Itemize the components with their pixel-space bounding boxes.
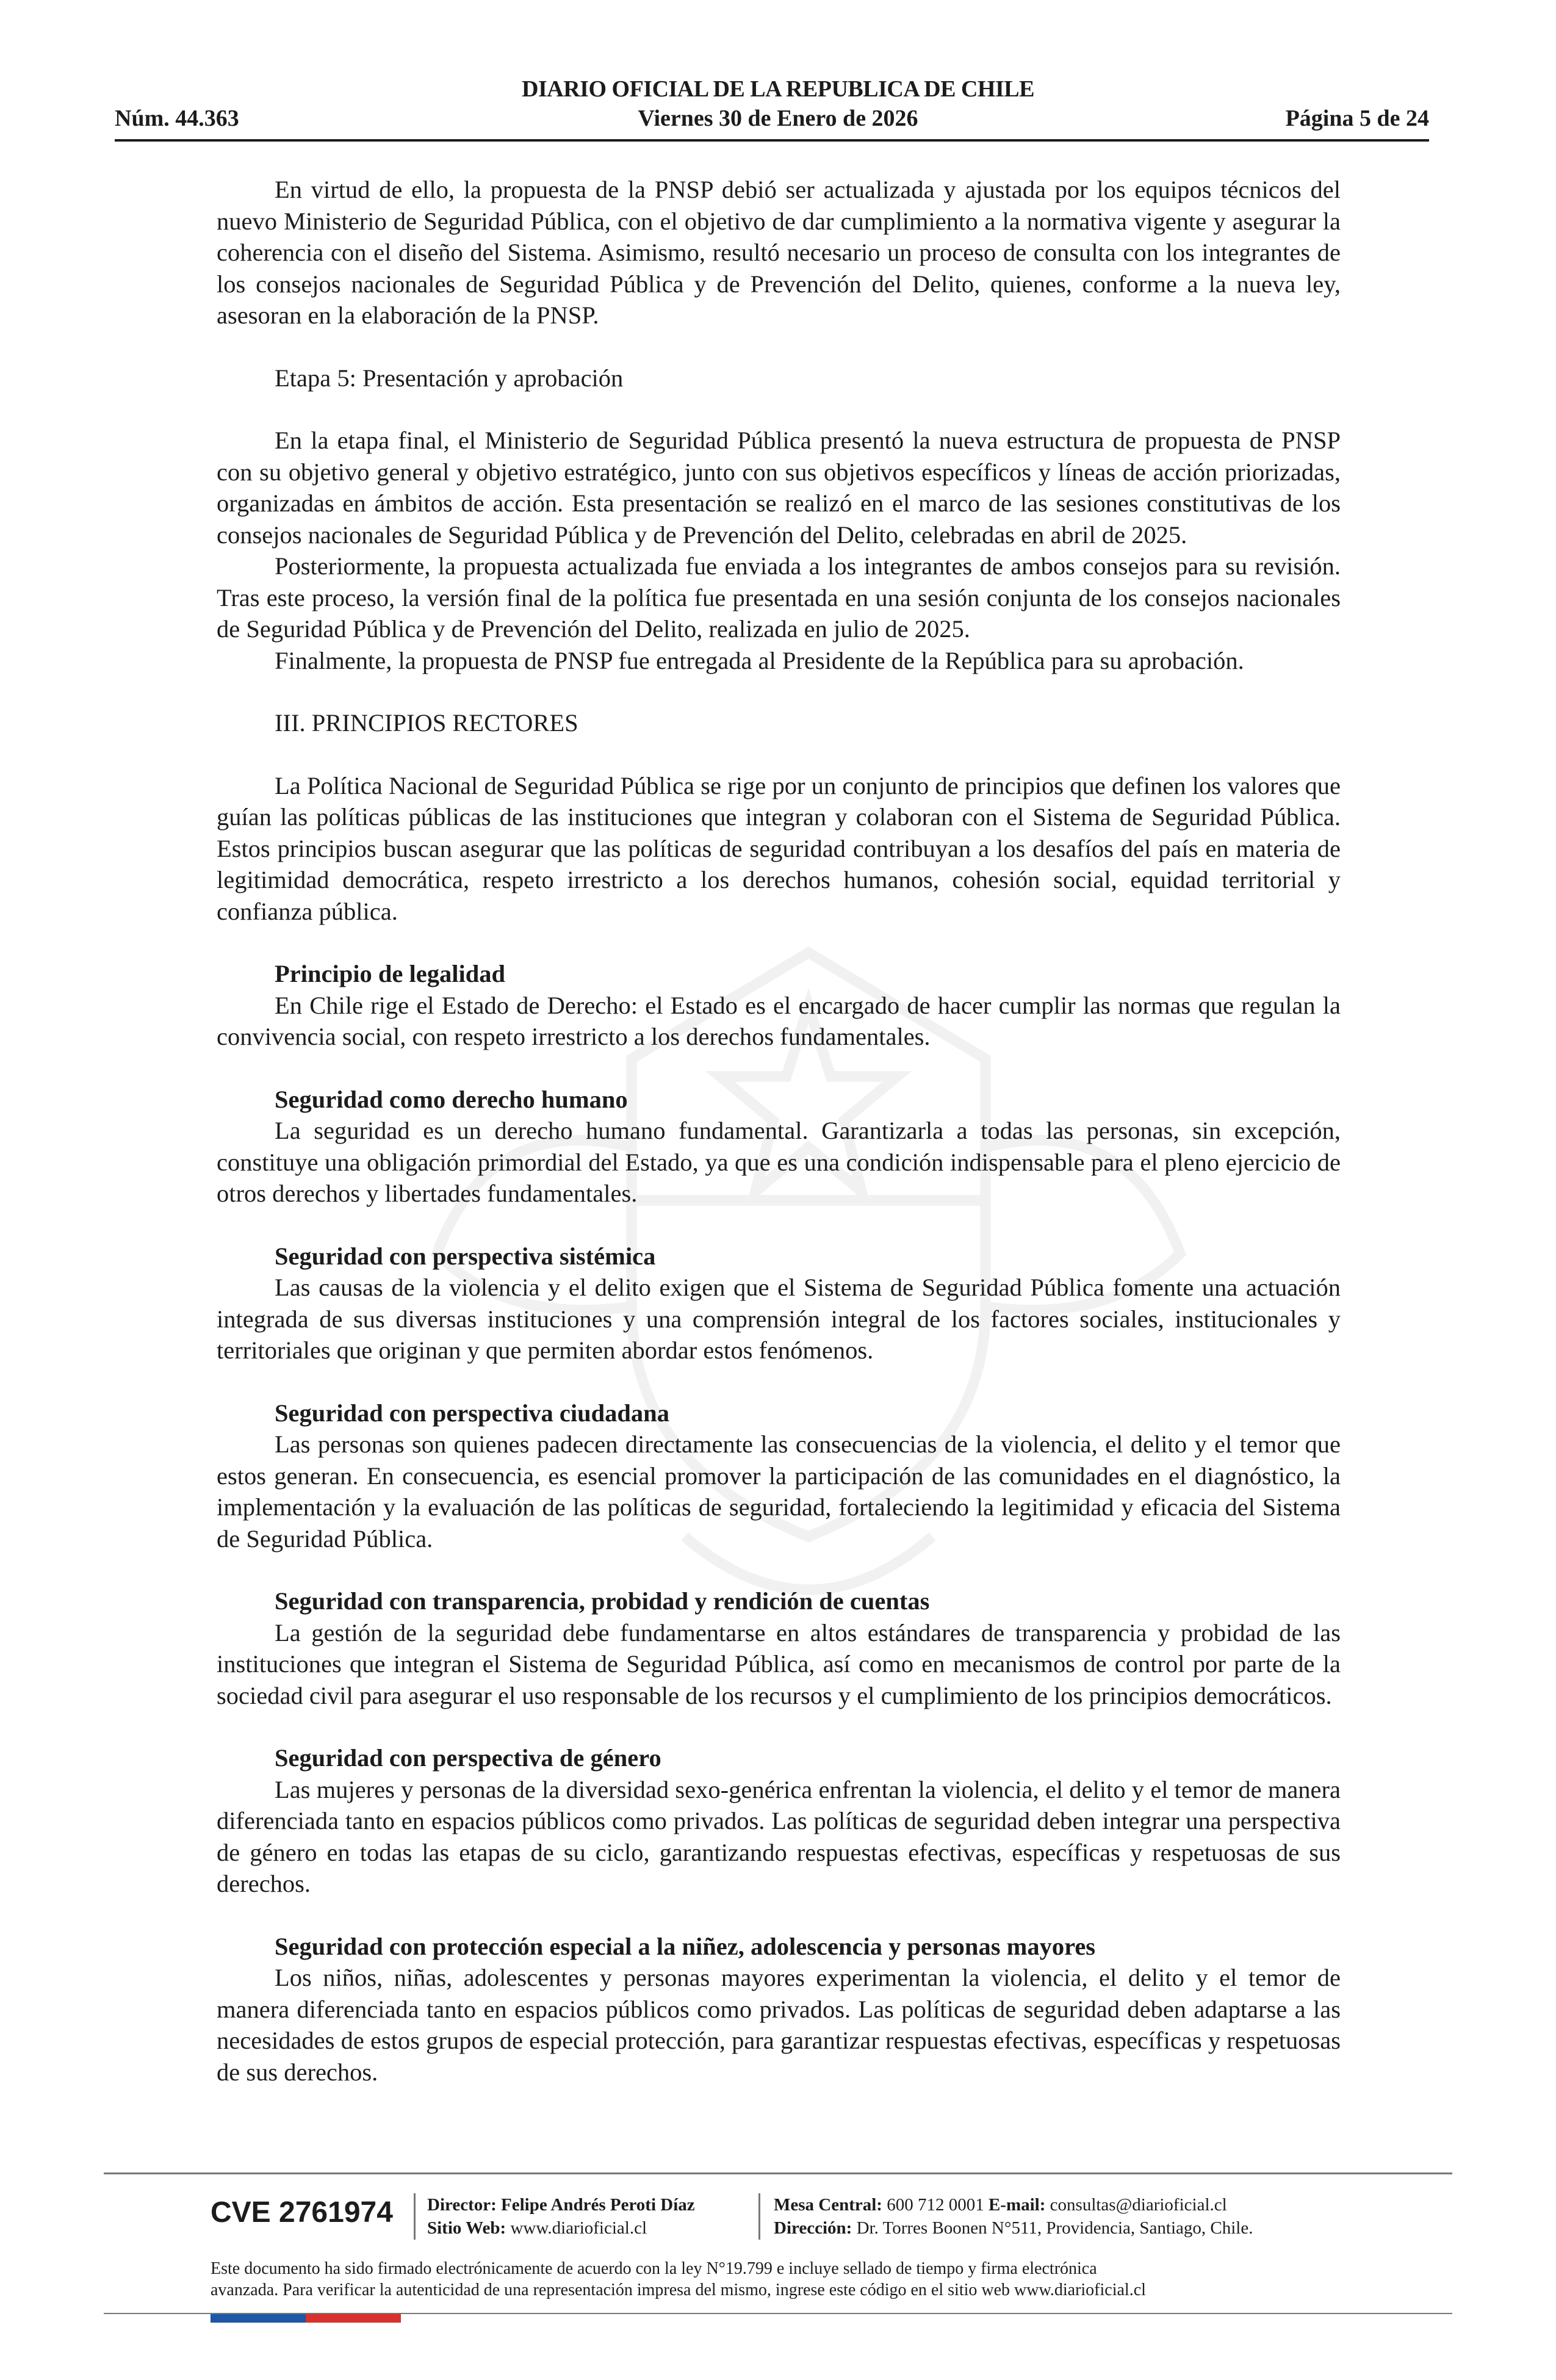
- document-body: [217, 174, 1341, 2088]
- paragraph: La Política Nacional de Seguridad Pública se rige por un conjunto de principios que definen los valores que guían las políticas públicas de las instituciones que integran y colaboran con el Sistema de Seguridad Pública. Estos principios buscan asegurar que las políticas de seguridad contribuyan a los desafíos del país en materia de legitimidad democrática, respeto irrestricto a los derechos humanos, cohesión social, equidad territorial y confianza pública.: [217, 771, 1341, 925]
- page-number: Página 5 de 24: [1285, 106, 1429, 131]
- principle-text: Las personas son quienes padecen directamente las consecuencias de la violencia, el delito y el temor que estos generan. En consecuencia, es esencial promover la participación de las comunidades en el diagnóstico, la implementación y la evaluación de las políticas de seguridad, fortaleciendo la legitimidad y eficacia del Sistema de Seguridad Pública.: [217, 1430, 1341, 1552]
- director-label: Director:: [427, 2195, 497, 2215]
- principle-title: Seguridad como derecho humano: [275, 1085, 628, 1113]
- principle-title: Seguridad con protección especial a la niñez, adolescencia y personas mayores: [275, 1932, 1096, 1960]
- footer-separator: [758, 2193, 760, 2240]
- section-heading: III. PRINCIPIOS RECTORES: [275, 709, 578, 737]
- principle-title: Seguridad con perspectiva sistémica: [275, 1242, 656, 1270]
- paragraph: En la etapa final, el Ministerio de Seguridad Pública presentó la nueva estructura de propuesta de PNSP con su objetivo general y objetivo estratégico, junto con sus objetivos específicos y líneas de acción priorizadas, organizadas en ámbitos de acción. Esta presentación se realizó en el marco de las sesiones constitutivas de los consejos nacionales de Seguridad Pública y de Prevención del Delito, celebradas en abril de 2025.: [217, 427, 1341, 549]
- signature-note: [211, 2258, 1370, 2301]
- principle-text: Las causas de la violencia y el delito exigen que el Sistema de Seguridad Pública fomente una actuación integrada de sus diversas instituciones y una comprensión integral de los factores sociales, institucionales y territoriales que originan y que permiten abordar estos fenómenos.: [217, 1274, 1341, 1364]
- director-name: Felipe Andrés Peroti Díaz: [501, 2195, 695, 2215]
- paragraph: Finalmente, la propuesta de PNSP fue entregada al Presidente de la República para su aprobación.: [275, 646, 1244, 674]
- issue-number: Núm. 44.363: [115, 106, 239, 131]
- header-divider: [115, 139, 1429, 142]
- footer-contact-block: [774, 2193, 1253, 2240]
- website-label: Sitio Web:: [427, 2218, 506, 2238]
- address-value: Dr. Torres Boonen N°511, Providencia, Santiago, Chile.: [856, 2218, 1253, 2238]
- flag-red-stripe: [306, 2314, 401, 2323]
- footer-divider: [104, 2173, 1452, 2174]
- principle-title: Principio de legalidad: [275, 960, 506, 987]
- signature-note-line: avanzada. Para verificar la autenticidad de una representación impresa del mismo, ingrese este código en el sitio web www.diarioficial.cl: [211, 2281, 1146, 2299]
- phone-number: 600 712 0001: [887, 2195, 984, 2215]
- principle-text: La seguridad es un derecho humano fundamental. Garantizarla a todas las personas, sin excepción, constituye una obligación primordial del Estado, ya que es una condición indispensable para el pleno ejercicio de otros derechos y libertades fundamentales.: [217, 1117, 1341, 1207]
- principle-text: Las mujeres y personas de la diversidad sexo-genérica enfrentan la violencia, el delito y el temor de manera diferenciada tanto en espacios públicos como privados. Las políticas de seguridad deben integrar una perspectiva de género en todas las etapas de su ciclo, garantizando respuestas efectivas, específicas y respetuosas de sus derechos.: [217, 1775, 1341, 1897]
- paragraph: Posteriormente, la propuesta actualizada fue enviada a los integrantes de ambos consejos para su revisión. Tras este proceso, la versión final de la política fue presentada en una sesión conjunta de los consejos nacionales de Seguridad Pública y de Prevención del Delito, realizada en julio de 2025.: [217, 552, 1341, 643]
- email-link[interactable]: consultas@diarioficial.cl: [1050, 2195, 1227, 2215]
- issue-date: Viernes 30 de Enero de 2026: [638, 106, 918, 131]
- newspaper-title: DIARIO OFICIAL DE LA REPUBLICA DE CHILE: [522, 76, 1034, 102]
- stage-heading: Etapa 5: Presentación y aprobación: [275, 364, 624, 392]
- footer-director-block: [427, 2193, 695, 2240]
- page-footer: [0, 2173, 1556, 2380]
- principle-text: Los niños, niñas, adolescentes y personas mayores experimentan la violencia, el delito y el temor de manera diferenciada tanto en espacios públicos como privados. Las políticas de seguridad deben adaptarse a las necesidades de estos grupos de especial protección, para garantizar respuestas efectivas, específicas y respetuosas de sus derechos.: [217, 1964, 1341, 2086]
- signature-note-line: Este documento ha sido firmado electrónicamente de acuerdo con la ley N°19.799 e incluye sellado de tiempo y firma electrónica: [211, 2259, 1097, 2278]
- footer-separator: [414, 2193, 416, 2240]
- cve-code: CVE 2761974: [211, 2196, 393, 2229]
- paragraph: En virtud de ello, la propuesta de la PNSP debió ser actualizada y ajustada por los equipos técnicos del nuevo Ministerio de Seguridad Pública, con el objetivo de dar cumplimiento a la normativa vigente y asegurar la coherencia con el diseño del Sistema. Asimismo, resultó necesario un proceso de consulta con los integrantes de los consejos nacionales de Seguridad Pública y de Prevención del Delito, quienes, conforme a la nueva ley, asesoran en la elaboración de la PNSP.: [217, 176, 1341, 329]
- website-link[interactable]: www.diarioficial.cl: [510, 2218, 647, 2238]
- flag-stripe: [211, 2314, 401, 2323]
- address-label: Dirección:: [774, 2218, 852, 2238]
- flag-blue-stripe: [211, 2314, 306, 2323]
- principle-text: En Chile rige el Estado de Derecho: el Estado es el encargado de hacer cumplir las normas que regulan la convivencia social, con respeto irrestricto a los derechos fundamentales.: [217, 991, 1341, 1050]
- page-header: [0, 0, 1556, 146]
- principle-title: Seguridad con perspectiva ciudadana: [275, 1399, 669, 1427]
- phone-label: Mesa Central:: [774, 2195, 882, 2215]
- email-label: E-mail:: [988, 2195, 1046, 2215]
- principle-title: Seguridad con perspectiva de género: [275, 1744, 661, 1772]
- principle-title: Seguridad con transparencia, probidad y rendición de cuentas: [275, 1587, 930, 1615]
- principle-text: La gestión de la seguridad debe fundamentarse en altos estándares de transparencia y probidad de las instituciones que integran el Sistema de Seguridad Pública, así como en mecanismos de control por parte de la sociedad civil para asegurar el uso responsable de los recursos y el cumplimiento de los principios democráticos.: [217, 1618, 1341, 1709]
